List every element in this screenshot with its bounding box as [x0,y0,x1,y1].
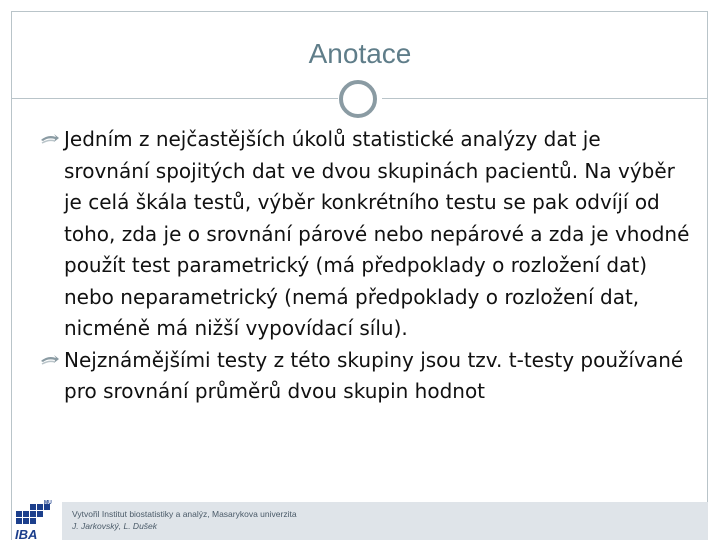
bullet-text: Nejznámějšími testy z této skupiny jsou tzv. t-testy používané pro srovnání průměrů dvou skupin hodnot [64,347,684,403]
arrow-bullet-icon [40,133,60,147]
logo-small-text: MU [44,500,52,506]
title-divider-left [12,98,338,99]
bullet-item [40,345,690,408]
divider-ring-icon [339,80,377,118]
footer-credits [72,508,297,532]
slide-title: Anotace [308,38,412,69]
slide-content [40,124,690,408]
arrow-bullet-icon [40,354,60,368]
bullet-text: Jedním z nejčastějších úkolů statistické analýzy dat je srovnání spojitých dat ve dvou skupinách pacientů. Na výběr je celá škála testů, výběr konkrétního testu se pak odvíjí od toho, zda je o srovnání párové nebo nepárové a zda je vhodné použít test parametrický (má předpoklady o rozložení dat) nebo neparametrický (nemá předpoklady o rozložení dat, nicméně má nižší vypovídací sílu). [64,127,690,340]
title-divider-right [382,98,707,99]
footer-authors: J. Jarkovský, L. Dušek [72,521,158,531]
bullet-item [40,124,690,345]
logo-text: IBA [15,527,38,540]
footer-institute: Vytvořil Institut biostatistiky a analýz, Masarykova univerzita [72,509,297,519]
